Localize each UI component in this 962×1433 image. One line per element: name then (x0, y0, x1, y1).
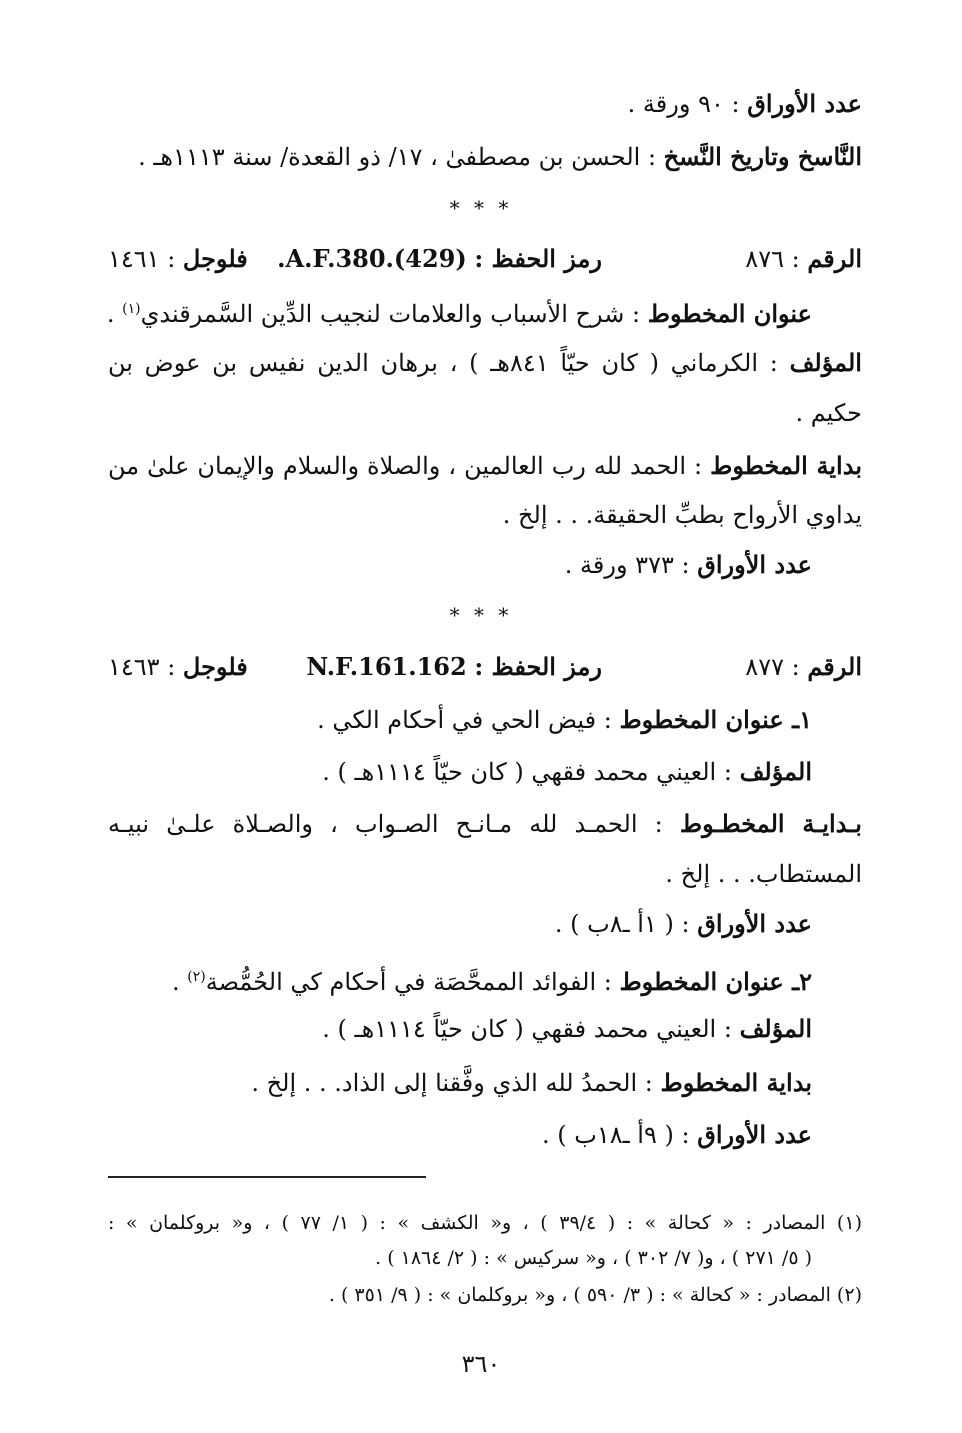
author-line: المؤلف : العيني محمد فقهي ( كان حيّاً ١١١٤هـ ) . (322, 757, 812, 786)
section-separator: * * * (449, 196, 513, 220)
incipit-line: بـدايـة المخطـوط : الحمـد لله مـانـح الصـواب ، والصـلاة علـىٰ نبيـه (108, 809, 862, 838)
copyist-line: النَّاسخ وتاريخ النَّسخ : الحسن بن مصطفىٰ ، ١٧/ ذو القعدة/ سنة ١١١٣هـ . (138, 142, 862, 171)
footnote-ref: (١) (122, 301, 141, 317)
incipit-line: بداية المخطوط : الحمد لله رب العالمين ، والصلاة والسلام والإيمان علىٰ من (108, 451, 863, 480)
author-line: المؤلف : العيني محمد فقهي ( كان حيّاً ١١١٤هـ ) . (322, 1014, 812, 1043)
author-line: المؤلف : الكرماني ( كان حيّاً ٨٤١هـ ) ، برهان الدين نفيس بن عوض بن (108, 348, 862, 377)
record-header-877: الرقم : ٨٧٧ رمز الحفظ : N.F.161.162 فلوجل : ١٤٦٣ (108, 652, 862, 681)
folios-line: عدد الأوراق : ٣٧٣ ورقة . (564, 550, 812, 579)
folios-line: عدد الأوراق : ( ٩أ ـ١٨ب ) . (542, 1120, 812, 1149)
manuscript-title-line: ٢ـ عنوان المخطوط : الفوائد الممحَّصَة في أحكام كي الحُمُّصة$^{(٢)}$ . (172, 967, 812, 996)
folios-line: عدد الأوراق : ( ١أ ـ٨ب ) . (554, 909, 812, 938)
record-header-876: الرقم : ٨٧٦ رمز الحفظ : A.F.380.(429). فلوجل : ١٤٦١ (108, 244, 862, 273)
footnote-2: (٢) المصادر : « كحالة » : ( ٣/ ٥٩٠ ) ، و« بروكلمان » : ( ٩/ ٣٥١ ) . (328, 1284, 862, 1306)
page-number: ٣٦٠ (461, 1350, 501, 1378)
footnote-rule (108, 1176, 426, 1178)
section-separator: * * * (449, 603, 513, 627)
manuscript-title-line: عنوان المخطوط : شرح الأسباب والعلامات لنجيب الدِّين السَّمرقندي$^{(١)}$ . (106, 299, 812, 328)
manuscript-title-line: ١ـ عنوان المخطوط : فيض الحي في أحكام الكي . (317, 705, 812, 734)
author-line-cont: حكيم . (795, 399, 862, 427)
shelf-mark: N.F.161.162 (306, 652, 467, 681)
incipit-line-cont: يداوي الأرواح بطبِّ الحقيقة. . . إلخ . (502, 501, 862, 529)
incipit-line: بداية المخطوط : الحمدُ لله الذي وفَّقنا إلى الذاد. . . إلخ . (251, 1068, 812, 1097)
folios-line: عدد الأوراق : ٩٠ ورقة . (627, 89, 862, 118)
footnote-ref: (٢) (187, 969, 206, 985)
incipit-line-cont: المستطاب. . . إلخ . (665, 860, 862, 888)
footnote-1-cont: ( ٥/ ٢٧١ ) ، و( ٧/ ٣٠٢ ) ، و« سركيس » : ( ٢/ ١٨٦٤ ) . (375, 1247, 812, 1269)
shelf-mark: A.F.380.(429). (277, 244, 467, 273)
footnote-1: (١) المصادر : « كحالة » : ( ٣٩/٤ ) ، و« الكشف » : ( ١/ ٧٧ ) ، و« بروكلمان » : (108, 1212, 862, 1234)
